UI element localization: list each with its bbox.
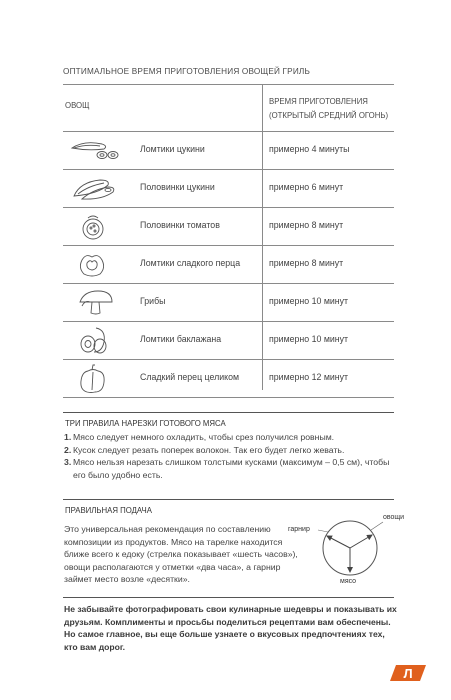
table-row: [63, 245, 394, 283]
rules-list: [64, 431, 394, 481]
table-row: [63, 207, 394, 245]
zucchini-slices-icon: [68, 134, 124, 167]
item-number: 3.: [64, 457, 72, 467]
item-number: 2.: [64, 444, 72, 455]
table-row: [63, 321, 394, 359]
tomato-halves-icon: [68, 210, 124, 243]
vegetable-name: Ломтики цукини: [140, 144, 205, 154]
vegetable-name: Половинки томатов: [140, 220, 220, 230]
label-meat: мясо: [340, 578, 357, 585]
section-rule: [63, 499, 394, 500]
header-vegetable: ОВОЩ: [65, 101, 90, 110]
cooking-time: примерно 10 минут: [269, 296, 349, 306]
table-header-row: [63, 85, 394, 131]
item-number: 1.: [64, 432, 72, 442]
cooking-time-table: [63, 84, 394, 398]
plate-clock-icon: [310, 508, 410, 598]
item-text: Кусок следует резать поперек волокон. Так его будет легко жевать.: [73, 444, 345, 455]
svg-text:Л: Л: [403, 666, 413, 681]
serving-heading: ПРАВИЛЬНАЯ ПОДАЧА: [65, 506, 152, 515]
rules-section-header: [63, 412, 394, 428]
vegetable-name: Ломтики баклажана: [140, 334, 222, 344]
label-vegetables: овощи: [383, 514, 405, 521]
table-title: ОПТИМАЛЬНОЕ ВРЕМЯ ПРИГОТОВЛЕНИЯ ОВОЩЕЙ ГРИЛЬ: [63, 67, 311, 76]
list-item: [64, 456, 394, 481]
list-item: [64, 444, 394, 457]
footer-note: Не забывайте фотографировать свои кулинарные шедевры и показывать их друзьям. Комплименты и просьбы поделиться рецептами вам обеспечены. Но самое главное, вы еще больше узнаете о вкусовых предпочтениях тех, кто вам дорог.: [64, 604, 397, 652]
whole-pepper-icon: [68, 362, 124, 395]
table-row: [63, 169, 394, 207]
cooking-time: примерно 10 минут: [269, 334, 349, 344]
header-cooking-time: ВРЕМЯ ПРИГОТОВЛЕНИЯ (ОТКРЫТЫЙ СРЕДНИЙ ОГОНЬ): [269, 97, 389, 120]
item-text: Мясо следует немного охладить, чтобы срез получился ровным.: [73, 432, 335, 442]
zucchini-halves-icon: [68, 172, 124, 205]
vegetable-name: Ломтики сладкого перца: [140, 258, 241, 268]
mushroom-icon: [68, 286, 124, 319]
cooking-time: примерно 8 минут: [269, 258, 344, 268]
pepper-slices-icon: [68, 248, 124, 281]
cooking-time: примерно 12 минут: [269, 372, 349, 382]
vegetable-name: Сладкий перец целиком: [140, 372, 240, 382]
serving-description: Это универсальная рекомендация по составлению композиции из продуктов. Мясо на тарелке находится ближе всего к едоку (стрелка показывает «шесть часов»), овощи располагаются у отметки «два часа», а гарнир займет место возле «десятки».: [64, 524, 298, 585]
cooking-time: примерно 6 минут: [269, 182, 344, 192]
table-row: [63, 283, 394, 321]
cooking-time: примерно 4 минуты: [269, 144, 350, 154]
publisher-logo: [390, 664, 426, 682]
section-rule: [63, 597, 394, 598]
table-row: [63, 359, 394, 398]
vegetable-name: Грибы: [140, 296, 166, 306]
cooking-time: примерно 8 минут: [269, 220, 344, 230]
eggplant-slices-icon: [68, 324, 124, 357]
plate-diagram: [288, 508, 410, 598]
rules-heading: ТРИ ПРАВИЛА НАРЕЗКИ ГОТОВОГО МЯСА: [65, 419, 226, 428]
table-row: [63, 131, 394, 169]
label-garnish: гарнир: [288, 526, 310, 533]
section-rule: [63, 412, 394, 413]
list-item: [64, 431, 394, 444]
vegetable-name: Половинки цукини: [140, 182, 215, 192]
item-text: Мясо нельзя нарезать слишком толстыми кусками (максимум – 0,5 см), чтобы его было удобно есть.: [73, 457, 390, 480]
